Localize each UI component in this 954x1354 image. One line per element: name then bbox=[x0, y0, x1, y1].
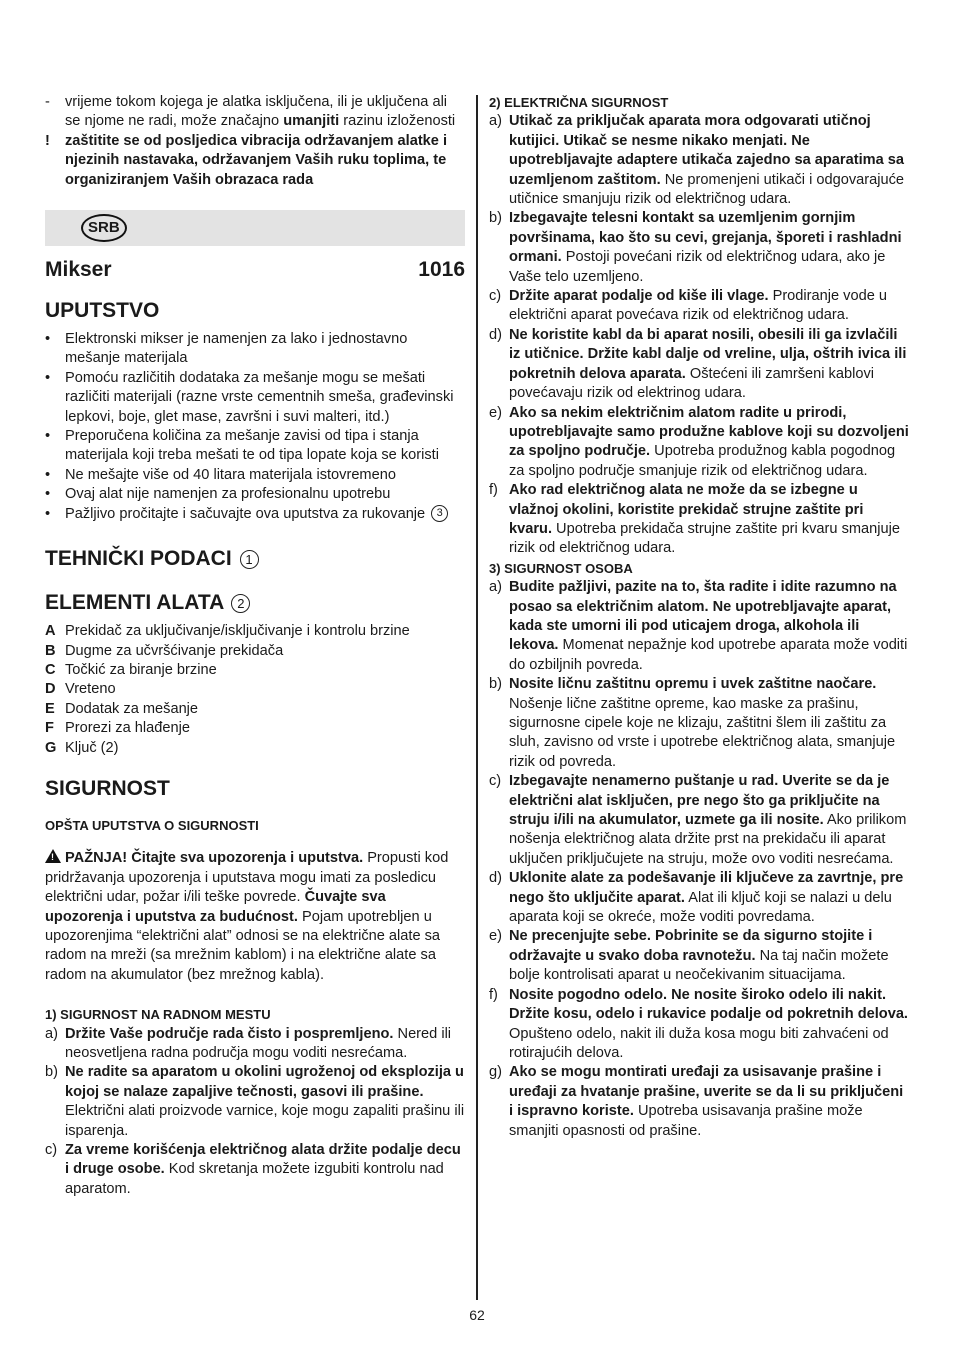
list-item: • Elektronski mikser je namenjen za lako i jednostavno mešanje materijala bbox=[45, 330, 465, 369]
safety-item: e) Ne precenjujte sebe. Pobrinite se da sigurno stojite i održavajte u svako doba ravnotežu. Na taj način možete bolje kontrolisati aparat u neočekivanim situacijama. bbox=[489, 928, 889, 984]
tech-heading: TEHNIČKI PODACI 1 bbox=[45, 546, 465, 572]
safety-item: e) Ako sa nekim električnim alatom radite u prirodi, upotrebljavajte samo produžne kablove koji su dozvoljeni za spoljno područje. Upotreba produžnog kabla pogodnog za spoljno područje smanjuje rizik od električnog udara. bbox=[489, 404, 909, 479]
safety-item: a) Budite pažljivi, pazite na to, šta radite i idite razumno na posao sa električnim alatom. Ne upotrebljavajte aparat, kada ste umorni ili pod uticajem droga, alkohola ili lekova. Momenat nepažnje kod upotrebe aparata može voditi do ozbiljnih povreda. bbox=[489, 579, 908, 673]
element-item: D Vreteno bbox=[45, 681, 116, 698]
personal-list bbox=[489, 578, 909, 1141]
element-item: F Prorezi za hlađenje bbox=[45, 720, 190, 737]
safety-item: b) Ne radite sa aparatom u okolini ugroženoj od eksplozija u kojoj se nalaze zapaljive tečnosti, gasovi ili prašine. Električni alati proizvode varnice, koje mogu zapaliti prašinu ili isparenja. bbox=[45, 1064, 465, 1139]
intro-text: razinu izloženosti bbox=[339, 113, 456, 130]
safety-item: a) Utikač za priključak aparata mora odgovarati utičnoj kutijici. Utikač se nesme nikako menjati. Ne upotrebljavajte adaptere utikača zajedno sa aparatima sa uzemljenom zaštitom. Ne promenjeni utikači i odgovarajuće utičnice smanjuju rizik od električnog udara. bbox=[489, 113, 905, 208]
dash-marker: - bbox=[45, 94, 50, 110]
product-number: 1016 bbox=[418, 258, 465, 282]
warning-paragraph: ! PAŽNJA! Čitajte sva upozorenja i uputstva. Propusti kod pridržavanja upozorenja i uputstava mogu imati za posledicu električni udar, požar i/ili teške povrede. Čuvajte sva upozorenja i uputstva za budućnost. Pojam upotrebljen u upozorenjima “električni alat” odnosi se na električne alate sa radom na mreži (sa mrežnim kablom) i na električne alate sa radom na akumulator (bez mrežnog kabla). bbox=[45, 850, 449, 983]
left-column bbox=[45, 93, 465, 1199]
intro-text: vrijeme tokom kojega je alatka isključena, ili je uključena ali se njome ne radi, može značajno bbox=[65, 94, 448, 130]
figure-ref-icon: 1 bbox=[240, 550, 259, 569]
safety-item: c) Držite aparat podalje od kiše ili vlage. Prodiranje vode u električni aparat povećava rizik od električnog udara. bbox=[489, 288, 887, 324]
column-divider bbox=[476, 95, 478, 1300]
exclamation-marker: ! bbox=[45, 132, 50, 149]
general-safety-heading: OPŠTA UPUTSTVA O SIGURNOSTI bbox=[45, 817, 259, 833]
elements-list bbox=[45, 622, 465, 758]
personal-safety-heading: 3) SIGURNOST OSOBA bbox=[489, 560, 633, 576]
list-item: • Ne mešajte više od 40 litara materijala istovremeno bbox=[45, 466, 465, 485]
figure-ref-icon: 3 bbox=[431, 505, 448, 522]
electric-list bbox=[489, 112, 909, 558]
electric-safety-heading: 2) ELEKTRIČNA SIGURNOST bbox=[489, 95, 669, 110]
safety-item: g) Ako se mogu montirati uređaji za usisavanje prašine i uređaji za hvatanje prašine, uverite se da li su priključeni i ispravno koriste. Upotreba usisavanja prašine može smanjiti opasnosti od prašine. bbox=[489, 1064, 904, 1139]
figure-ref-icon: 2 bbox=[231, 594, 250, 613]
bullet-icon: • bbox=[45, 486, 51, 503]
safety-item: b) Izbegavajte telesni kontakt sa uzemljenim gornjim površinama, kao što su cevi, grejanja, šporeti i rashladni ormani. Postoji povećani rizik od električnog udara, ako je Vaše telo uzemljeno. bbox=[489, 210, 902, 285]
right-column bbox=[489, 93, 909, 1141]
safety-item: d) Ne koristite kabl da bi aparat nosili, obesili ili ga izvlačili iz utičnice. Držite kabl dalje od vreline, ulja, oštrih ivica ili pokretnih delova aparata. Oštećeni ili zamršeni kablovi povećavaju rizik od elektrinog udara. bbox=[489, 326, 907, 402]
bullet-icon: • bbox=[45, 505, 51, 522]
elements-heading: ELEMENTI ALATA 2 bbox=[45, 590, 465, 616]
bullet-icon: • bbox=[45, 428, 51, 445]
safety-item: f) Ako rad električnog alata ne može da se izbegne u vlažnoj okolini, koristite prekidač strujne zaštite pri kvaru. Upotreba prekidača strujne zaštite pri kvaru smanjuje rizik od električnog udara. bbox=[489, 482, 900, 557]
language-band bbox=[45, 210, 465, 246]
uputstvo-list bbox=[45, 330, 465, 524]
element-item: G Ključ (2) bbox=[45, 739, 119, 756]
safety-item: c) Izbegavajte nenamerno puštanje u rad. Uverite se da je električni alat isključen, pre nego što ga priključite na struju i/ili na akumulator, uzmete ga ili nosite. Ako prilikom nošenja električnog alata držite prst na prekidaču ili aparat uključen priključujete na struju, može ovo voditi nesrećama. bbox=[489, 773, 907, 867]
language-badge: SRB bbox=[81, 214, 127, 242]
product-header bbox=[45, 258, 465, 282]
safety-item: a) Držite Vaše područje rada čisto i pospremljeno. Nered ili neosvetljena radna područja mogu voditi nesrećama. bbox=[45, 1025, 452, 1061]
list-item: • Pažljivo pročitajte i sačuvajte ova uputstva za rukovanje 3 bbox=[45, 505, 465, 524]
safety-item: c) Za vreme korišćenja električnog alata držite podalje decu i druge osobe. Kod skretanja možete izgubiti kontrolu nad aparatom. bbox=[45, 1142, 461, 1197]
product-name: Mikser bbox=[45, 258, 112, 282]
element-item: B Dugme za učvršćivanje prekidača bbox=[45, 642, 284, 659]
safety-item: b) Nosite ličnu zaštitnu opremu i uvek zaštitne naočare. Nošenje lične zaštitne opreme, kao maske za prašinu, sigurnosne cipele koje ne klizaju, zaštitni šlem ili zaštitu za sluh, zavisno od vrste i upotrebe električnog alata, smanjuje rizik od povreda. bbox=[489, 676, 896, 770]
list-item: • Ovaj alat nije namenjen za profesionalnu upotrebu bbox=[45, 485, 465, 504]
bullet-icon: • bbox=[45, 331, 51, 348]
list-item: • Pomoću različitih dodataka za mešanje mogu se mešati različiti materijali (razne vrste cementnih smeša, građevinski lepkovi, boje, glet mase, završni i suvi malteri, itd.) bbox=[45, 369, 465, 427]
uputstvo-heading: UPUTSTVO bbox=[45, 299, 160, 323]
element-item: A Prekidač za uključivanje/isključivanje i kontrolu brzine bbox=[45, 623, 410, 640]
bullet-icon: • bbox=[45, 466, 51, 483]
bullet-icon: • bbox=[45, 369, 51, 386]
intro-bold: umanjiti bbox=[283, 113, 340, 130]
intro-bold: zaštitite se od posljedica vibracija održavanjem alatke i njezinih nastavaka, održavanjem Vaših ruku toplima, te organiziranjem Vaših obrazaca rada bbox=[65, 132, 448, 188]
intro-item bbox=[45, 132, 465, 190]
safety-item: d) Uklonite alate za podešavanje ili ključeve za zavrtnje, pre nego što uključite aparat. Alat ili ključ koji se nalazi u delu aparata koji se okreće, može voditi povredama. bbox=[489, 870, 904, 926]
work-area-list bbox=[45, 1025, 465, 1200]
safety-heading: SIGURNOST bbox=[45, 776, 170, 800]
list-item: • Preporučena količina za mešanje zavisi od tipa i stanja materijala koji treba mešati te od tipa lopate koja se koristi bbox=[45, 427, 465, 466]
page-number: 62 bbox=[469, 1307, 485, 1323]
element-item: E Dodatak za mešanje bbox=[45, 700, 199, 717]
safety-item: f) Nosite pogodno odelo. Ne nosite široko odelo ili nakit. Držite kosu, odelo i rukavice podalje od pokretnih delova. Opušteno odelo, nakit ili duža kosa mogu biti zahvaćeni od rotirajućih delova. bbox=[489, 986, 908, 1061]
element-item: C Točkić za biranje brzine bbox=[45, 661, 217, 678]
intro-item bbox=[45, 93, 465, 132]
work-area-heading: 1) SIGURNOST NA RADNOM MESTU bbox=[45, 1007, 271, 1023]
warning-triangle-icon: ! bbox=[45, 849, 61, 863]
